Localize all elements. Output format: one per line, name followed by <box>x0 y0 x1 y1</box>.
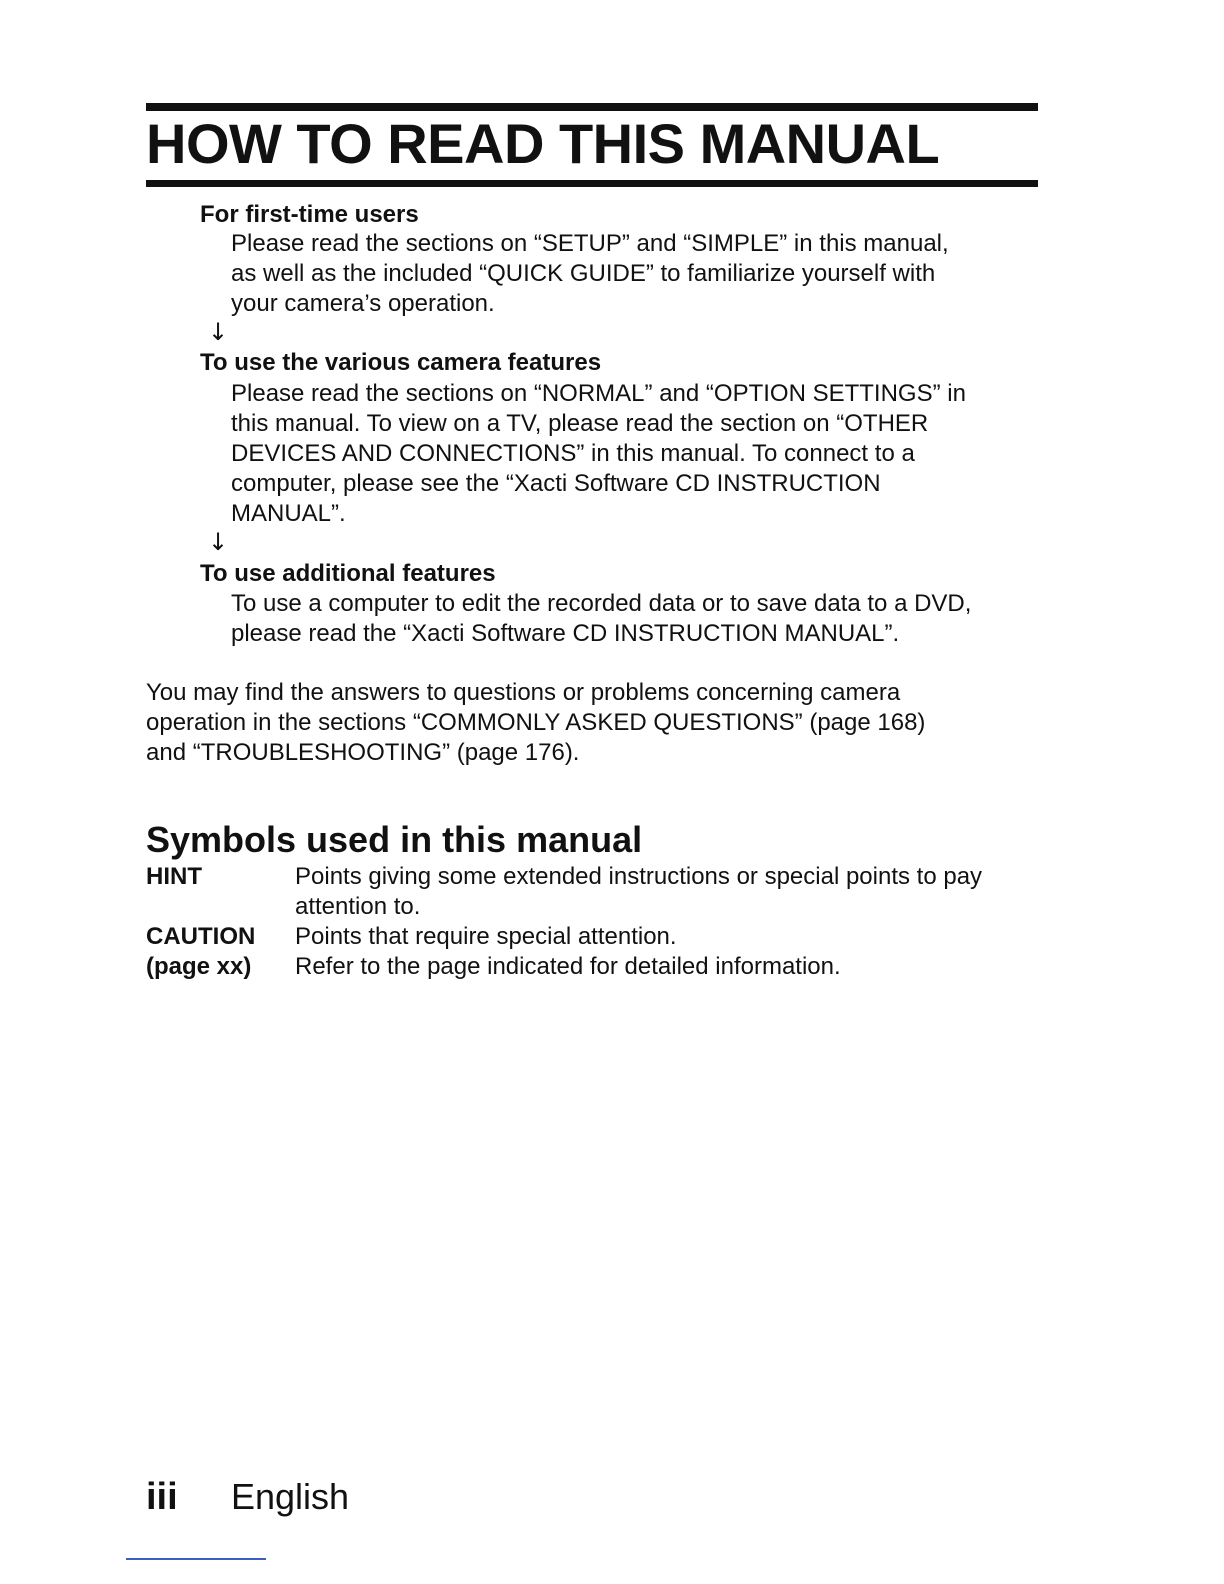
footer-language: English <box>231 1476 350 1517</box>
definition-line: attention to. <box>295 893 421 920</box>
definition-line: Refer to the page indicated for detailed information. <box>295 953 841 980</box>
body-line: Please read the sections on “SETUP” and “SIMPLE” in this manual, <box>231 230 949 257</box>
footer-divider <box>126 1558 266 1560</box>
symbol-term: (page xx) <box>146 953 252 980</box>
section-heading-camera-features: To use the various camera features <box>200 349 602 376</box>
page-title: HOW TO READ THIS MANUAL <box>146 112 940 175</box>
section-heading-first-time-users: For first-time users <box>200 201 419 228</box>
title-rule-top <box>146 103 1038 111</box>
body-line: as well as the included “QUICK GUIDE” to familiarize yourself with <box>231 260 936 287</box>
section-heading-additional-features: To use additional features <box>200 560 496 587</box>
body-line: your camera’s operation. <box>231 290 495 317</box>
body-line: DEVICES AND CONNECTIONS” in this manual. To connect to a <box>231 440 915 467</box>
body-line: MANUAL”. <box>231 500 346 527</box>
symbol-term: HINT <box>146 863 202 890</box>
body-line: You may find the answers to questions or problems concerning camera <box>146 679 901 706</box>
symbol-definition <box>295 922 1055 952</box>
body-line: computer, please see the “Xacti Software CD INSTRUCTION <box>231 470 881 497</box>
body-line: Please read the sections on “NORMAL” and “OPTION SETTINGS” in <box>231 380 966 407</box>
help-paragraph <box>146 678 925 768</box>
body-line: please read the “Xacti Software CD INSTRUCTION MANUAL”. <box>231 620 900 647</box>
symbol-term: CAUTION <box>146 923 256 950</box>
definition-line: Points that require special attention. <box>295 923 677 950</box>
symbol-definition <box>295 952 1055 982</box>
definition-line: Points giving some extended instructions or special points to pay <box>295 863 983 890</box>
flow-arrow-down-icon: ↓ <box>208 318 229 346</box>
section-body-camera-features <box>231 379 1041 529</box>
section-body-first-time-users <box>231 229 1041 319</box>
title-rule-bottom <box>146 180 1038 187</box>
symbols-heading: Symbols used in this manual <box>146 819 643 860</box>
symbol-definition <box>295 862 1055 922</box>
body-line: operation in the sections “COMMONLY ASKED QUESTIONS” (page 168) <box>146 709 926 736</box>
page-number: iii <box>146 1476 178 1518</box>
body-line: this manual. To view on a TV, please read the section on “OTHER <box>231 410 929 437</box>
section-body-additional-features <box>231 589 1041 649</box>
body-line: To use a computer to edit the recorded data or to save data to a DVD, <box>231 590 972 617</box>
body-line: and “TROUBLESHOOTING” (page 176). <box>146 739 580 766</box>
flow-arrow-down-icon: ↓ <box>208 528 229 556</box>
